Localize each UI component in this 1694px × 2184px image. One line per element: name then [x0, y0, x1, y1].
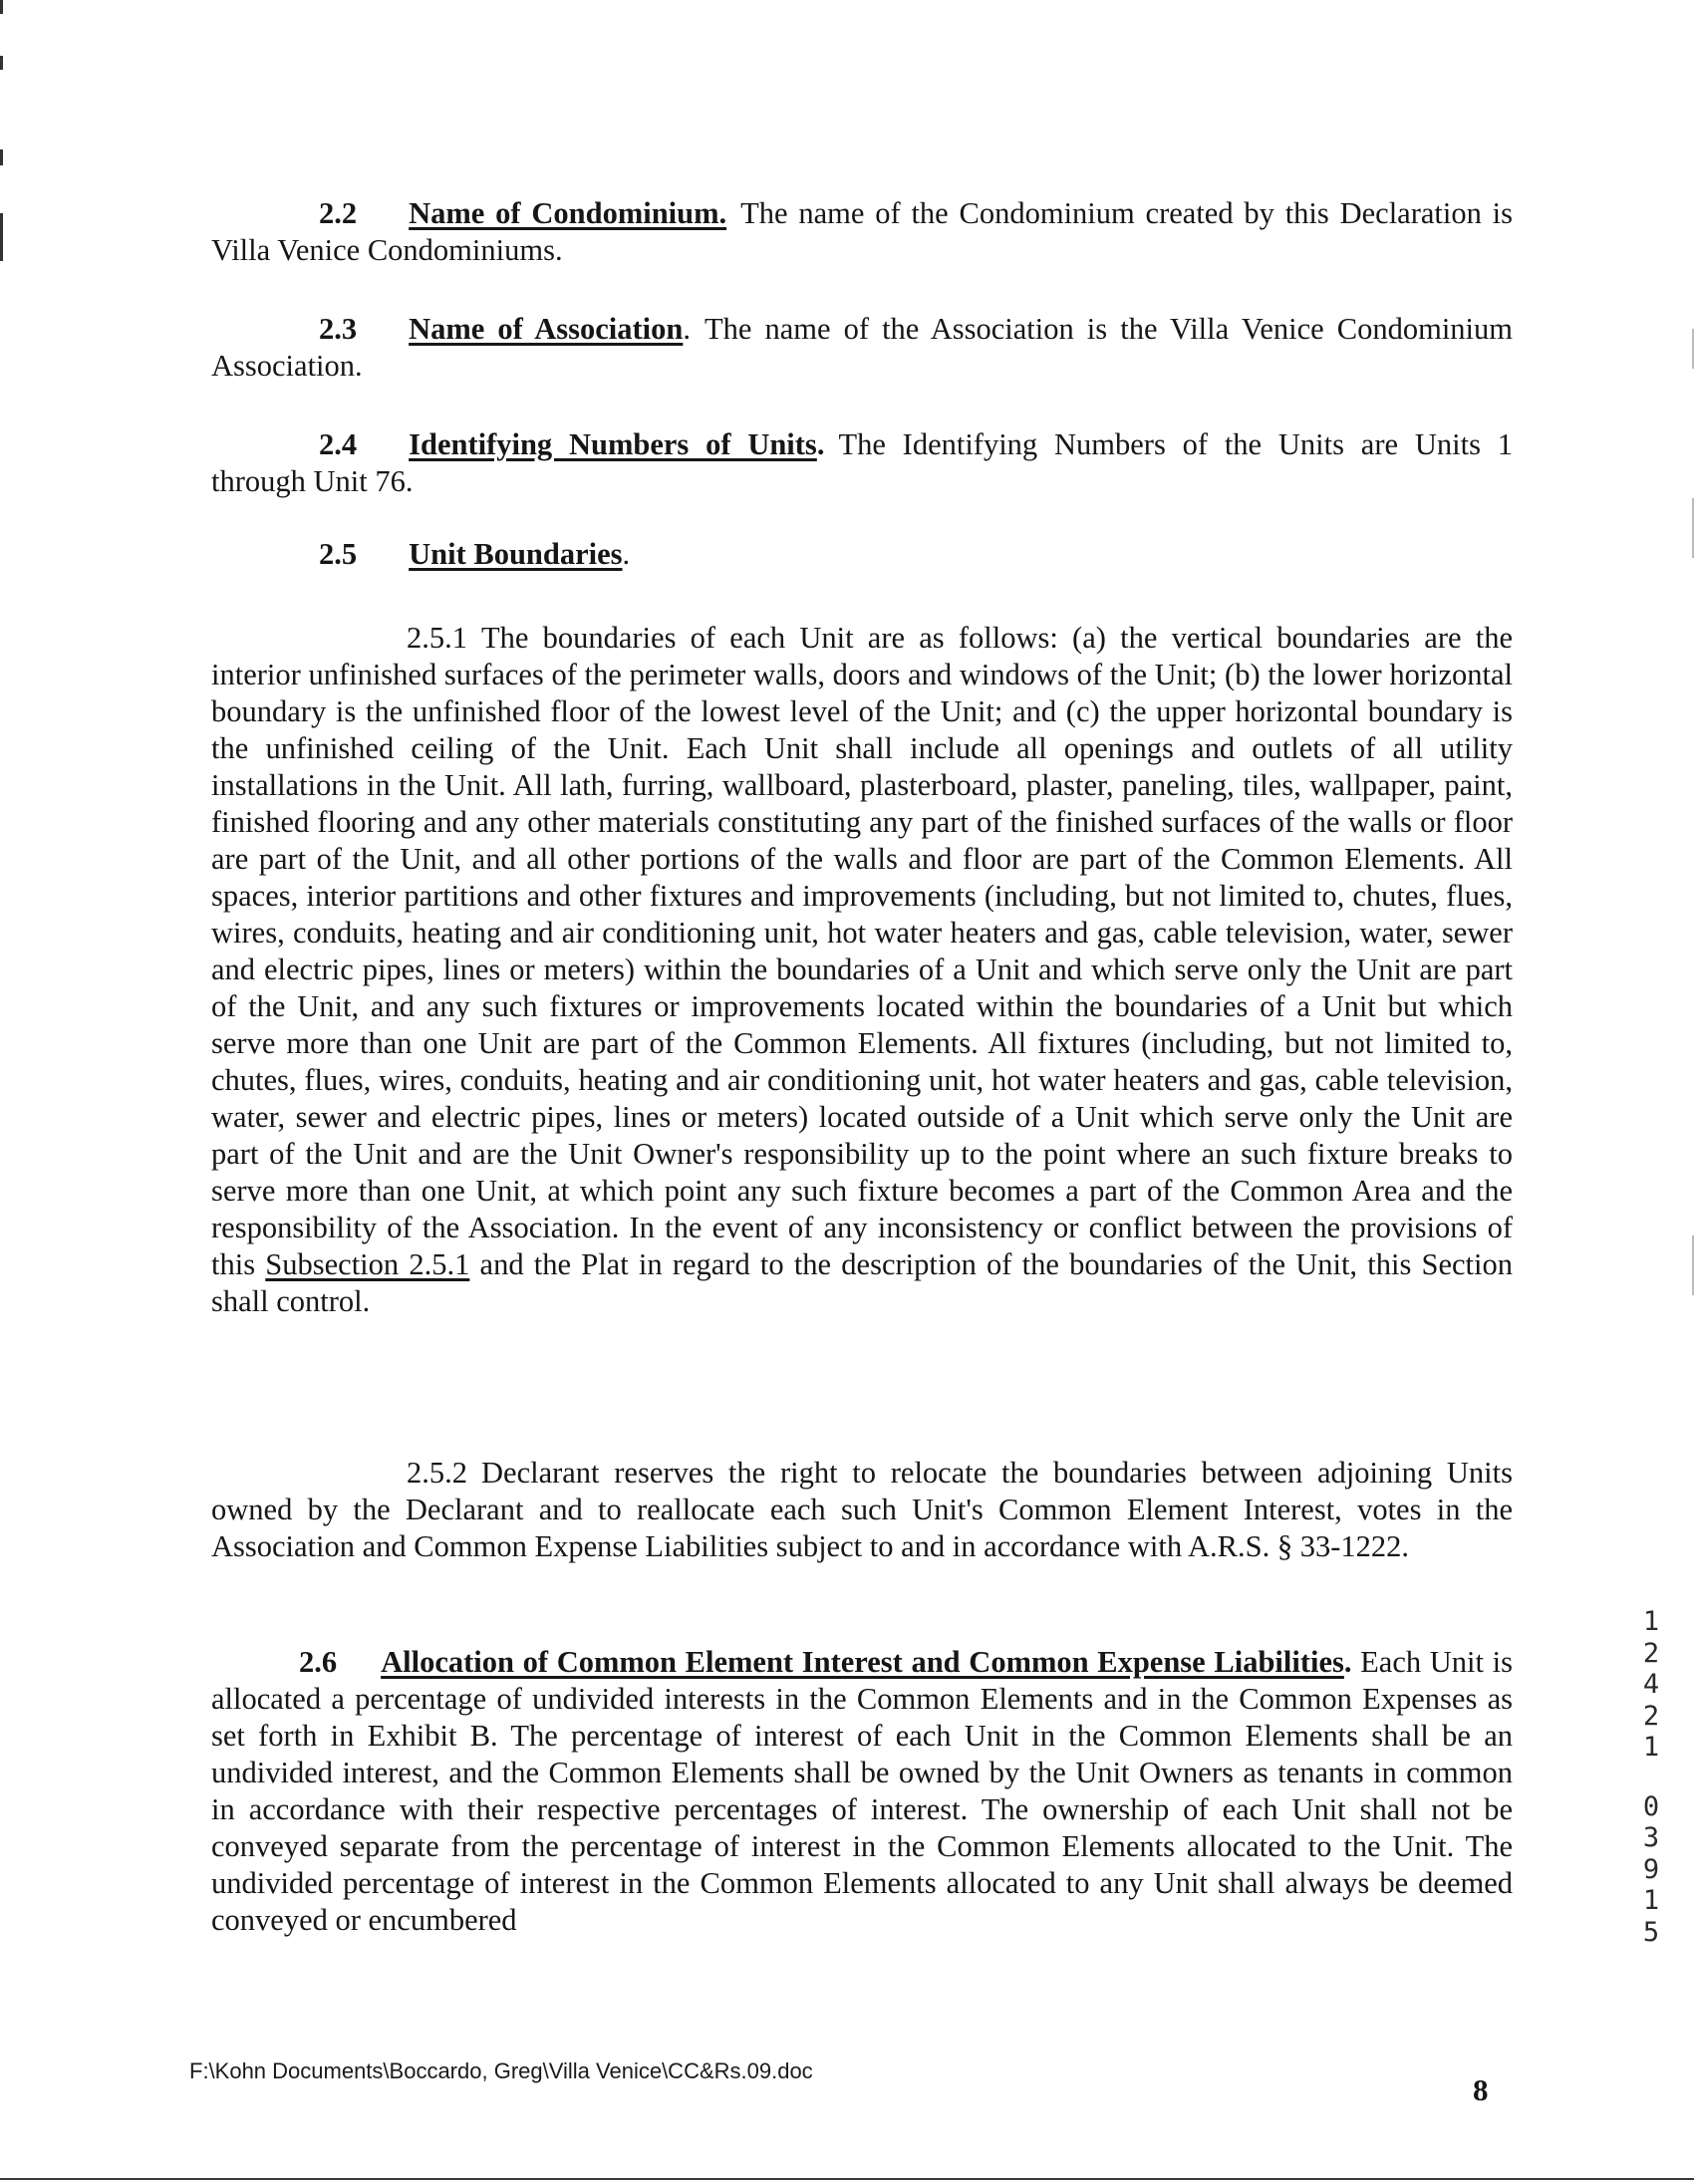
- subsection-text-after: and the Plat in regard to the description of the boundaries of the Unit, this Section shall control.: [211, 1247, 1513, 1318]
- section-2-2: [211, 195, 1513, 269]
- section-number: 2.6: [299, 1645, 338, 1679]
- page-number: 8: [1473, 2072, 1489, 2107]
- section-2-3: [211, 311, 1513, 385]
- section-number: 2.4: [319, 427, 358, 461]
- heading-punctuation: .: [1343, 1645, 1352, 1679]
- subsection-text: The boundaries of each Unit are as follows: (a) the vertical boundaries are the interior unfinished surfaces of the perimeter walls, doors and windows of the Unit; (b) the lower horizontal boundary is the unfinished floor of the lowest level of the Unit; and (c) the upper horizontal boundary is the unfinished ceiling of the Unit. Each Unit shall include all openings and outlets of all utility installations in the Unit. All lath, furring, wallboard, plasterboard, plaster, paneling, tiles, wallpaper, paint, finished flooring and any other materials constituting any part of the finished surfaces of the walls or floor are part of the Unit, and all other portions of the walls and floor are part of the Common Elements. All spaces, interior partitions and other fixtures and improvements (including, but not limited to, chutes, flues, wires, conduits, heating and air conditioning unit, hot water heaters and gas, cable television, water, sewer and electric pipes, lines or meters) within the boundaries of a Unit and which serve only the Unit are part of the Unit, and any such fixtures or improvements located within the boundaries of a Unit but which serve more than one Unit are part of the Common Elements. All fixtures (including, but not limited to, chutes, flues, wires, conduits, heating and air conditioning unit, hot water heaters and gas, cable television, water, sewer and electric pipes, lines or meters) located outside of a Unit which serve only the Unit are part of the Unit and are the Unit Owner's responsibility up to the point where an such fixture breaks to serve more than one Unit, at which point any such fixture becomes a part of the Common Area and the responsibility of the Association. In the event of any inconsistency or conflict between the provisions of this: [211, 621, 1513, 1281]
- scan-mark: [0, 56, 3, 70]
- section-text: Each Unit is allocated a percentage of undivided interests in the Common Elements and in the Common Expenses as set forth in Exhibit B. The percentage of interest of each Unit in the Common Elements shall be an undivided interest, and the Common Elements shall be owned by the Unit Owners as tenants in common in accordance with their respective percentages of interest. The ownership of each Unit shall not be conveyed separate from the percentage of interest in the Common Elements allocated to the Unit. The undivided percentage of interest in the Common Elements allocated to any Unit shall always be deemed conveyed or encumbered: [211, 1645, 1513, 1937]
- scan-mark: [0, 149, 3, 165]
- scan-mark: [0, 213, 3, 261]
- subsection-number: 2.5.1: [407, 621, 467, 655]
- section-2-5: [211, 536, 1513, 573]
- section-heading: Allocation of Common Element Interest and Common Expense Liabilities: [381, 1645, 1344, 1679]
- subsection-reference: Subsection 2.5.1: [265, 1247, 470, 1281]
- heading-punctuation: .: [622, 537, 631, 571]
- section-heading: Identifying Numbers of Units: [409, 427, 817, 461]
- section-heading: Unit Boundaries: [409, 537, 623, 571]
- subsection-2-5-2: [211, 1455, 1513, 1565]
- footer-file-path: F:\Kohn Documents\Boccardo, Greg\Villa Venice\CC&Rs.09.doc: [189, 2058, 813, 2083]
- page-bottom-edge: [0, 2178, 1694, 2180]
- section-number: 2.5: [319, 537, 358, 571]
- recording-stamp-part-1: 12421: [1642, 1606, 1660, 1763]
- section-heading: Name of Condominium.: [409, 196, 727, 230]
- scan-mark: [0, 0, 3, 14]
- section-2-6: [211, 1644, 1513, 1939]
- subsection-text: Declarant reserves the right to relocate the boundaries between adjoining Units owned by the Declarant and to reallocate each such Unit's Common Element Interest, votes in the Association and Common Expense Liabilities subject to and in accordance with A.R.S. § 33-1222.: [211, 1456, 1513, 1563]
- recording-stamp: [1638, 1606, 1664, 1948]
- section-2-4: [211, 426, 1513, 500]
- heading-punctuation: .: [816, 427, 825, 461]
- section-text: The name of the Association is the Villa Venice Condominium Association.: [211, 312, 1513, 383]
- section-number: 2.3: [319, 312, 358, 346]
- section-text: The Identifying Numbers of the Units are Units 1 through Unit 76.: [211, 427, 1513, 498]
- recording-stamp-part-2: 03915: [1642, 1790, 1660, 1948]
- heading-punctuation: .: [683, 312, 691, 346]
- section-number: 2.2: [319, 196, 358, 230]
- subsection-2-5-1: [211, 620, 1513, 1320]
- section-heading: Name of Association: [409, 312, 684, 346]
- section-text: The name of the Condominium created by this Declaration is Villa Venice Condominiums.: [211, 196, 1513, 267]
- subsection-number: 2.5.2: [407, 1456, 467, 1490]
